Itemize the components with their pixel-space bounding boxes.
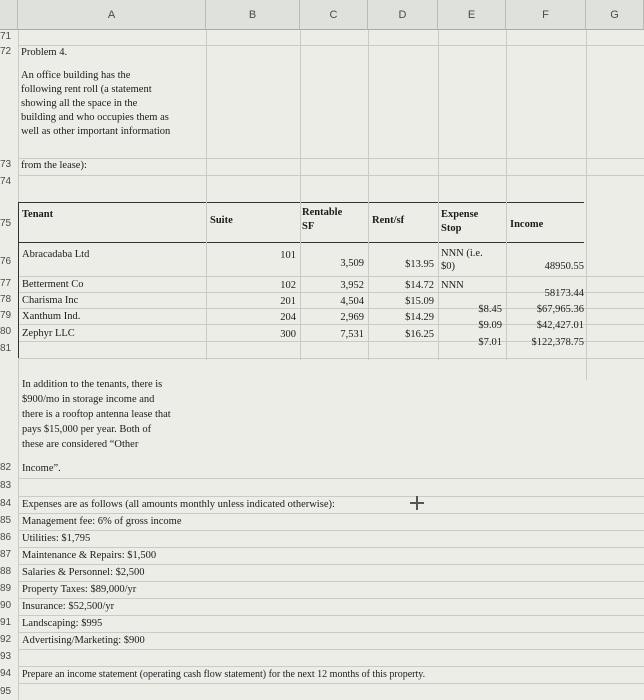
rent-per-sf: $13.95 [405,259,434,270]
expense-item: Salaries & Personnel: $2,500 [22,567,145,578]
row-number[interactable]: 75 [0,218,12,229]
column-header-a[interactable]: A [18,0,206,30]
problem-intro-line: building and who occupies them as [21,112,169,123]
header-suite: Suite [210,215,233,226]
rentable-sf: 7,531 [340,329,364,340]
gridline [18,564,644,565]
gridline [18,649,644,650]
gridline [18,30,19,700]
row-number[interactable]: 73 [0,159,12,170]
problem-intro-line: from the lease): [21,160,87,171]
rentable-sf: 3,509 [340,258,364,269]
tenant-name: Betterment Co [22,279,84,290]
problem-intro-line: well as other important information [21,126,171,137]
gridline [18,478,644,479]
rent-per-sf: $16.25 [405,329,434,340]
gridline [18,45,644,46]
header-income: Income [510,219,544,230]
row-number[interactable]: 90 [0,600,12,611]
income-value: $42,427.01 [536,320,584,331]
gridline [18,581,644,582]
income-value: $67,965.36 [536,304,584,315]
table-top-border [18,202,584,203]
row-number[interactable]: 91 [0,617,12,628]
other-income-line: there is a rooftop antenna lease that [22,409,171,420]
expense-stop: NNN [441,280,464,291]
problem-title: Problem 4. [21,47,68,58]
gridline [586,30,587,380]
expense-stop: $8.45 [478,304,502,315]
income-value: $122,378.75 [531,337,584,348]
row-number[interactable]: 77 [0,278,12,289]
column-header-f[interactable]: F [506,0,586,30]
other-income-line: these are considered “Other [22,439,139,450]
header-tenant: Tenant [22,209,54,220]
other-income-line: In addition to the tenants, there is [22,379,163,390]
expenses-heading: Expenses are as follows (all amounts monthly unless indicated otherwise): [22,499,335,510]
suite-number: 101 [280,250,296,261]
other-income-line: $900/mo in storage income and [22,394,155,405]
expense-item: Management fee: 6% of gross income [22,516,182,527]
table-left-border [18,202,19,358]
table-header-border [18,242,584,243]
row-number[interactable]: 88 [0,566,12,577]
column-header-c[interactable]: C [300,0,368,30]
gridline [18,496,644,497]
row-number[interactable]: 85 [0,515,12,526]
column-header-g[interactable]: G [586,0,644,30]
header-rent-sf: Rent/sf [372,215,405,226]
row-number[interactable]: 81 [0,343,12,354]
expense-item: Maintenance & Repairs: $1,500 [22,550,157,561]
row-number[interactable]: 76 [0,256,12,267]
suite-number: 300 [280,329,296,340]
row-number[interactable]: 83 [0,480,12,491]
row-number[interactable]: 95 [0,686,12,697]
expense-stop: $7.01 [478,337,502,348]
tenant-name: Xanthum Ind. [22,311,81,322]
row-number[interactable]: 72 [0,46,12,57]
row-number[interactable]: 86 [0,532,12,543]
row-number[interactable]: 82 [0,462,12,473]
gridline [18,530,644,531]
task-instruction: Prepare an income statement (operating cash flow statement) for the next 12 months of this property. [22,669,426,680]
problem-intro-line: following rent roll (a statement [21,84,152,95]
row-number[interactable]: 71 [0,31,12,42]
cell-select-cursor-icon [410,496,424,510]
row-number[interactable]: 74 [0,176,12,187]
problem-intro-line: An office building has the [21,70,131,81]
gridline [18,598,644,599]
tenant-name: Abracadaba Ltd [22,249,90,260]
row-number[interactable]: 79 [0,310,12,321]
gridline [18,547,644,548]
row-number[interactable]: 94 [0,668,12,679]
other-income-line: pays $15,000 per year. Both of [22,424,152,435]
expense-item: Property Taxes: $89,000/yr [22,584,137,595]
problem-intro-line: showing all the space in the [21,98,138,109]
expense-item: Landscaping: $995 [22,618,103,629]
row-number[interactable]: 89 [0,583,12,594]
select-all-corner[interactable] [0,0,18,30]
gridline [18,666,644,667]
gridline [18,358,644,359]
column-header-d[interactable]: D [368,0,438,30]
income-value: 48950.55 [544,261,584,272]
gridline [18,683,644,684]
expense-item: Advertising/Marketing: $900 [22,635,145,646]
column-header-b[interactable]: B [206,0,300,30]
rentable-sf: 3,952 [340,280,364,291]
rentable-sf: 2,969 [340,312,364,323]
rent-per-sf: $15.09 [405,296,434,307]
rentable-sf: 4,504 [340,296,364,307]
header-rentable-sf: SF [302,221,315,232]
expense-stop: $9.09 [478,320,502,331]
header-expense-stop: Stop [441,223,462,234]
suite-number: 201 [280,296,296,307]
suite-number: 102 [280,280,296,291]
gridline [18,615,644,616]
row-number[interactable]: 84 [0,498,12,509]
other-income-line: Income”. [22,463,61,474]
suite-number: 204 [280,312,296,323]
row-number[interactable]: 93 [0,651,12,662]
gridline [18,513,644,514]
expense-item: Utilities: $1,795 [22,533,91,544]
tenant-name: Zephyr LLC [22,328,75,339]
row-number[interactable]: 87 [0,549,12,560]
gridline [18,158,644,159]
rent-per-sf: $14.29 [405,312,434,323]
row-number[interactable]: 78 [0,294,12,305]
expense-item: Insurance: $52,500/yr [22,601,115,612]
header-expense-stop: Expense [441,209,479,220]
header-rentable-sf: Rentable [302,207,343,218]
tenant-name: Charisma Inc [22,295,79,306]
expense-stop: NNN (i.e. [441,248,483,259]
gridline [18,632,644,633]
income-value: 58173.44 [544,288,584,299]
rent-per-sf: $14.72 [405,280,434,291]
expense-stop: $0) [441,261,455,272]
gridline [18,276,644,277]
column-header-e[interactable]: E [438,0,506,30]
row-number[interactable]: 92 [0,634,12,645]
gridline [18,175,644,176]
row-number[interactable]: 80 [0,326,12,337]
